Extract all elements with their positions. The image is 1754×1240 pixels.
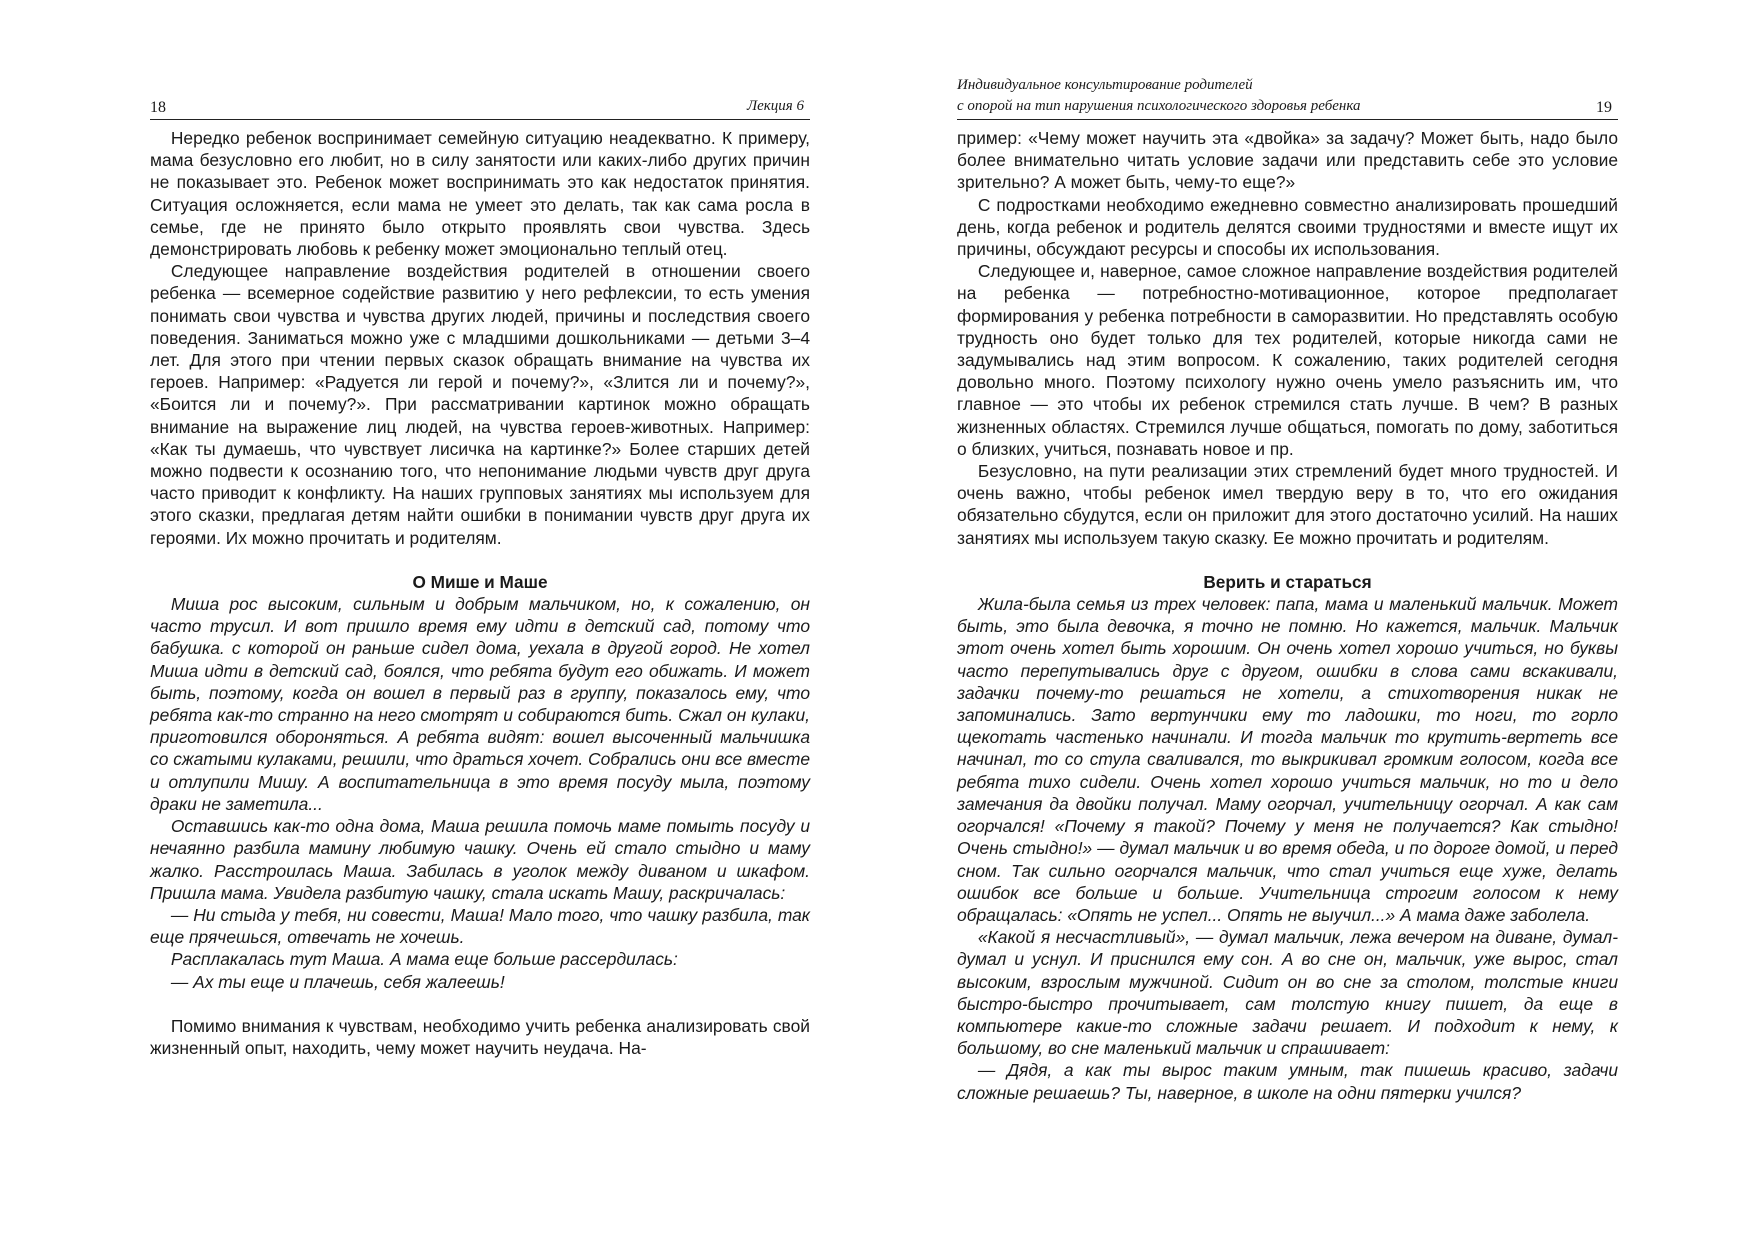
story-paragraph: Расплакалась тут Маша. А мама еще больше рассердилась: [170, 949, 678, 970]
story-paragraph: — Ни стыда у тебя, ни совести, Маша! Мало того, что чашку разбила, так еще прячешься, отвечать не хочешь. [150, 904, 810, 948]
right-page-header [957, 72, 1618, 120]
story-paragraph: Миша рос высоким, сильным и добрым мальчиком, но, к сожалению, он часто трусил. И вот пришло время ему идти в детский сад, потому что бабушка. с которой он раньше сидел дома, уехала в другой город. Не хотел Миша идти в детский сад, боялся, что ребята будут его обижать. И может быть, поэтому, когда он вошел в первый раз в группу, показалось ему, что ребята как-то странно на него смотрят и собираются бить. Сжал он кулаки, приготовился обороняться. А ребята видят: вошел высоченный мальчишка со сжатыми кулаками, решили, что драться хочет. Собрались они все вместе и отлупили Мишу. А воспитательница в это время посуду мыла, поэтому драки не заметила... [150, 594, 810, 814]
paragraph: Следующее направление воздействия родителей в отношении своего ребенка — всемерное содействие развитию у него рефлексии, то есть умения понимать свои чувства и чувства других людей, причины и последствия своего поведения. Заниматься можно уже с младшими дошкольниками — детьми 3–4 лет. Для этого при чтении первых сказок обращать внимание на чувства их героев. Например: «Радуется ли герой и почему?», «Злится ли и почему?», «Боится ли и почему?». При рассматривании картинок можно обращать внимание на выражение лиц людей, на чувства героев-животных. Например: «Как ты думаешь, что чувствует лисичка на картинке?» Более старших детей можно подвести к осознанию того, что непонимание людьми чувств друг друга часто приводит к конфликту. На наших групповых занятиях мы используем для этого сказки, предлагая детям найти ошибки в понимании чувств друг друга их героями. Их можно прочитать и родителям. [150, 261, 810, 548]
right-page-number: 19 [1596, 99, 1612, 116]
story-title-believe-try: Верить и стараться [1203, 571, 1372, 592]
story-paragraph: — Ах ты еще и плачешь, себя жалеешь! [170, 971, 505, 992]
paragraph: С подростками необходимо ежедневно совместно анализировать прошедший день, когда ребенок и родитель делятся своими трудностями и вместе ищут их причины, обсуждают ресурсы и способы их использования. [957, 194, 1618, 260]
left-page-header [150, 94, 810, 120]
story-paragraph: Жила-была семья из трех человек: папа, мама и маленький мальчик. Может быть, это была девочка, я точно не помню. Но кажется, мальчик. Мальчик этот очень хотел быть хорошим. Он очень хотел хорошо учиться, но буквы часто перепутывались друг с другом, ошибки в слова сами вскакивали, задачки почему-то решаться не хотели, а стихотворения никак не запоминались. Зато вертунчики ему то ладошки, то ноги, то горло щекотать частенько начинали. И тогда мальчик то крутить-вертеть все начинал, то со стула сваливался, то выкрикивал громким голосом, когда все ребята тихо сидели. Очень хотел хорошо учиться мальчик, но то и дело замечания да двойки получал. Маму огорчал, учительницу огорчал. А как сам огорчался! «Почему я такой? Почему у меня не получается? Как стыдно! Очень стыдно!» — думал мальчик и во время обеда, и по дороге домой, и перед сном. Так сильно огорчался мальчик, что стал учиться еще хуже, делать ошибок все больше и больше. Учительница строгим голосом к нему обращалась: «Опять не успел... Опять не выучил...» А мама даже заболела. [957, 594, 1618, 925]
right-running-title [957, 75, 1361, 117]
story-title-misha-masha: О Мише и Маше [412, 571, 548, 592]
paragraph: Безусловно, на пути реализации этих стремлений будет много трудностей. И очень важно, чтобы ребенок имел твердую веру в то, что его ожидания обязательно сбудутся, если он приложит для этого достаточно усилий. На наших занятиях мы используем такую сказку. Ее можно прочитать и родителям. [957, 461, 1618, 548]
left-header-rule [150, 119, 810, 120]
story-paragraph: — Дядя, а как ты вырос таким умным, так пишешь красиво, задачи сложные решаешь? Ты, наверное, в школе на одни пятерки учился? [957, 1060, 1618, 1103]
right-running-title-line2: с опорой на тип нарушения психологического здоровья ребенка [957, 98, 1361, 114]
left-page-body [150, 127, 810, 1059]
left-page-number: 18 [150, 99, 166, 116]
story-paragraph: «Какой я несчастливый», — думал мальчик, лежа вечером на диване, думал-думал и уснул. И приснился ему сон. А во сне он, мальчик, уже вырос, стал высоким, взрослым мужчиной. Сидит он во сне за столом, толстые книги быстро-быстро прочитывает, сам толстую книгу пишет, да еще в компьютере какие-то сложные задачи решает. И подходит к нему, к большому, во сне маленький мальчик и спрашивает: [957, 927, 1618, 1059]
right-header-rule [957, 119, 1618, 120]
paragraph: Следующее и, наверное, самое сложное направление воздействия родителей на ребенка — потребностно-мотивационное, которое предполагает формирования у ребенка потребности в саморазвитии. Но представлять особую трудность оно будет только для тех родителей, которые никогда сами не задумывались над этим вопросом. К сожалению, таких родителей сегодня довольно много. Поэтому психологу нужно очень умело разъяснить им, что главное — это чтобы их ребенок стремился стать лучше. В чем? В разных жизненных областях. Стремился лучше общаться, помогать по дому, заботиться о близких, учиться, познавать новое и пр. [957, 261, 1618, 459]
right-page-body [957, 127, 1618, 1104]
paragraph: Нередко ребенок воспринимает семейную ситуацию неадекватно. К примеру, мама безусловно его любит, но в силу занятости или каких-либо других причин не показывает это. Ребенок может воспринимать это как недостаток принятия. Ситуация осложняется, если мама не умеет это делать, так как сама росла в семье, где не принято было открыто проявлять свои чувства. Здесь демонстрировать любовь к ребенку может эмоционально теплый отец. [150, 128, 810, 260]
left-running-title: Лекция 6 [746, 98, 804, 114]
paragraph-continued: пример: «Чему может научить эта «двойка» за задачу? Может быть, надо было более внимательно читать условие задачи или представить себе это условие зрительно? А может быть, чему-то еще?» [957, 128, 1618, 193]
story-paragraph: Оставшись как-то одна дома, Маша решила помочь маме помыть посуду и нечаянно разбила мамину любимую чашку. Очень ей стало стыдно и маму жалко. Расстроилась Маша. Забилась в уголок между диваном и шкафом. Пришла мама. Увидела разбитую чашку, стала искать Машу, раскричалась: [150, 816, 810, 903]
paragraph: Помимо внимания к чувствам, необходимо учить ребенка анализировать свой жизненный опыт, находить, чему может научить неудача. На- [150, 1015, 810, 1058]
right-running-title-line1: Индивидуальное консультирование родителей [957, 77, 1253, 93]
